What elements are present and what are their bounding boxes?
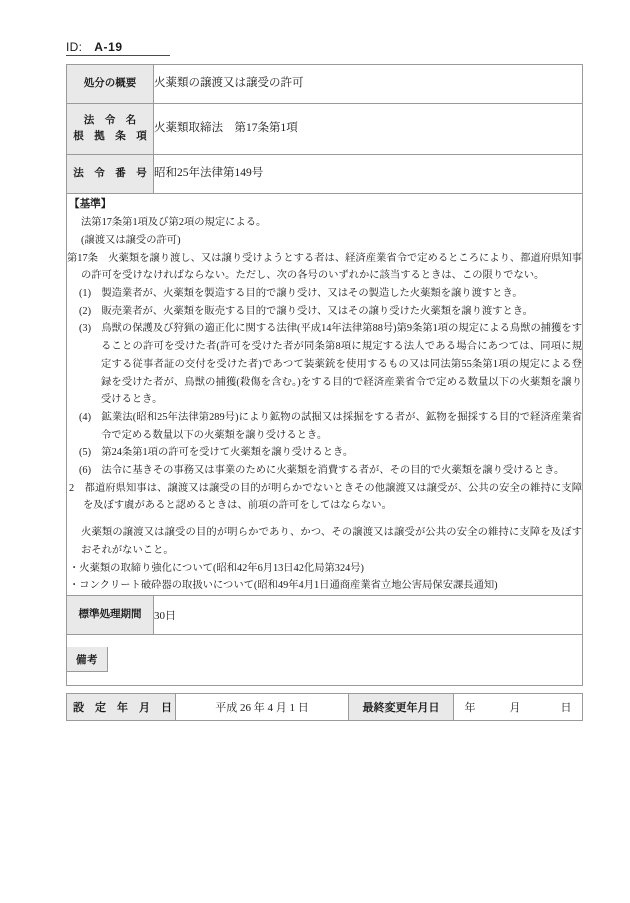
notice-bullet-icon: ・ <box>69 580 80 592</box>
list-item <box>79 303 582 321</box>
set-date-value: 平成 26 年 4 月 1 日 <box>176 693 349 720</box>
table-row-standard-period <box>67 595 583 634</box>
item-text: 販売業者が、火薬類を販売する目的で譲り受け、又はその譲り受けた火薬類を譲り渡すとき。 <box>101 305 533 317</box>
item-text: 鳥獣の保護及び狩猟の適正化に関する法律(平成14年法律第88号)第9条第1項の規定による鳥獣の捕獲をすることの許可を受けた者(許可を受けた者が同条第8項に規定する法人である場合にあつては、同項に規定する従事者証の交付を受けた者)であつて装薬銃を使用するもの又は同法第55条第1項の規定による登録を受けた者が、鳥獣の捕獲(殺傷を含む。)をする目的で経済産業省令で定める数量以下の火薬類を譲り受けるとき。 <box>101 323 583 406</box>
table-row-outline <box>67 65 583 104</box>
standard-period-value: 30日 <box>154 595 583 634</box>
criteria-heading: 【基準】 <box>69 198 112 210</box>
article-paragraph <box>67 250 582 285</box>
footer-date-table <box>66 693 583 721</box>
criteria-cell <box>67 194 583 596</box>
table-row-law-number <box>67 155 583 194</box>
document-id <box>66 40 170 56</box>
article-number: 第17条 <box>67 252 98 264</box>
remarks-cell <box>67 634 583 685</box>
last-change-label: 最終変更年月日 <box>349 693 454 720</box>
notice-bullet-icon: ・ <box>69 562 80 574</box>
blank-day-label: 日 <box>560 701 572 714</box>
list-item <box>79 285 582 303</box>
footer-row <box>67 693 583 720</box>
set-date-label: 設 定 年 月 日 <box>67 693 176 720</box>
article-body-text: 火薬類を譲り渡し、又は譲り受けようとする者は、経済産業省令で定めるところにより、都道府県知事の許可を受けなければならない。ただし、次の各号のいずれかに該当するときは、この限りでない。 <box>81 252 583 282</box>
item-text: 製造業者が、火薬類を製造する目的で譲り受け、又はその製造した火薬類を譲り渡すとき。 <box>101 288 523 300</box>
disposition-table <box>66 64 583 686</box>
item-number: (4) <box>79 411 92 423</box>
notice-text: コンクリート破砕器の取扱いについて(昭和49年4月1日通商産業省立地公害局保安課長通知) <box>79 580 498 592</box>
list-item <box>79 444 582 462</box>
remarks-label: 備考 <box>67 647 108 672</box>
id-label: ID: <box>66 40 83 54</box>
list-item <box>79 320 582 409</box>
list-item <box>79 409 582 444</box>
paragraph-2 <box>69 480 582 515</box>
law-name-label-line1: 法 令 名 <box>83 114 137 127</box>
item-number: (3) <box>79 323 92 335</box>
item-number: (1) <box>79 288 92 300</box>
standard-period-label: 標準処理期間 <box>67 595 154 634</box>
law-name-label <box>67 104 154 155</box>
blank-month-label: 月 <box>509 701 521 714</box>
list-item <box>79 462 582 480</box>
last-change-value <box>454 693 583 720</box>
table-row-remarks <box>67 634 583 685</box>
law-number-value: 昭和25年法律第149号 <box>154 155 583 194</box>
item-number: (5) <box>79 447 92 459</box>
criteria-intro: 法第17条第1項及び第2項の規定による。 <box>81 217 267 229</box>
outline-value: 火薬類の譲渡又は譲受の許可 <box>154 65 583 104</box>
item-text: 第24条第1項の許可を受けて火薬類を譲り受けるとき。 <box>101 447 354 459</box>
item-number: (6) <box>79 465 92 477</box>
table-row-criteria <box>67 194 583 596</box>
paragraph-2-text: 都道府県知事は、譲渡又は譲受の目的が明らかでないときその他譲渡又は譲受が、公共の安全の維持に支障を及ぼす虞があると認めるときは、前項の許可をしてはならない。 <box>83 482 583 512</box>
law-name-value: 火薬類取締法 第17条第1項 <box>154 104 583 155</box>
item-text: 鉱業法(昭和25年法律第289号)により鉱物の試掘又は採掘をする者が、鉱物を掘採する目的で経済産業省令で定める数量以下の火薬類を譲り受けるとき。 <box>101 411 583 441</box>
outline-label: 処分の概要 <box>67 65 154 104</box>
spacer <box>67 515 582 524</box>
blank-year-label: 年 <box>464 701 476 714</box>
criteria-subtitle: (譲渡又は譲受の許可) <box>81 234 181 246</box>
id-value: A-19 <box>94 40 123 54</box>
law-number-label: 法 令 番 号 <box>67 155 154 194</box>
notice-item <box>69 577 582 595</box>
criteria-closing: 火薬類の譲渡又は譲受の目的が明らかであり、かつ、その譲渡又は譲受が公共の安全の維持に支障を及ぼすおそれがないこと。 <box>81 527 582 556</box>
item-number: (2) <box>79 305 92 317</box>
notice-text: 火薬類の取締り強化について(昭和42年6月13日42化局第324号) <box>79 562 364 574</box>
table-row-law-name <box>67 104 583 155</box>
law-name-label-line2: 根 拠 条 項 <box>73 130 147 142</box>
item-text: 法令に基きその事務又は事業のために火薬類を消費する者が、その目的で火薬類を譲り受けるとき。 <box>101 465 565 477</box>
notice-item <box>69 560 582 578</box>
paragraph-2-number: 2 <box>69 482 75 494</box>
